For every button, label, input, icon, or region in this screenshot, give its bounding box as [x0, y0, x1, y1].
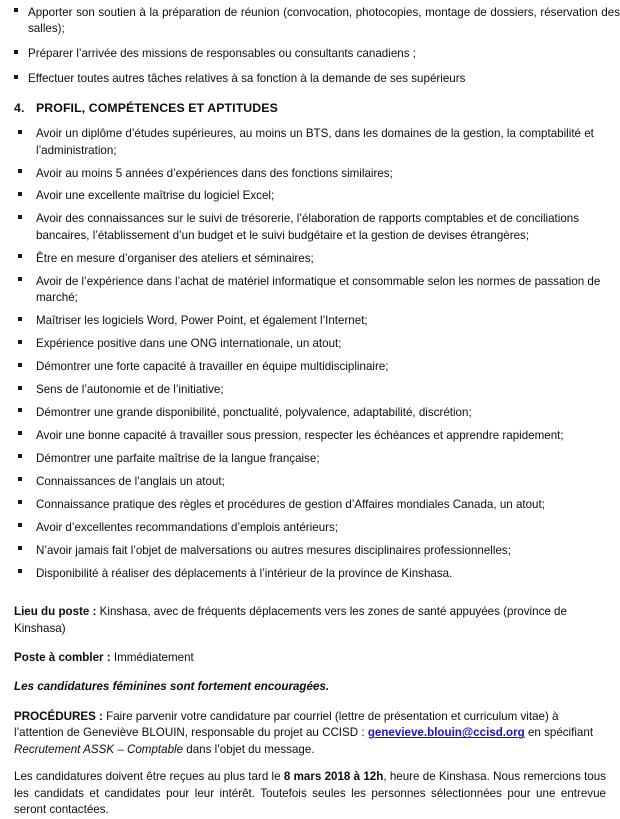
square-bullet-icon	[18, 340, 22, 344]
section-heading	[0, 102, 620, 114]
list-item-text: Avoir une excellente maîtrise du logiciel Excel;	[36, 189, 275, 203]
section-title: PROFIL, COMPÉTENCES ET APTITUDES	[36, 100, 278, 115]
list-item	[0, 71, 620, 87]
contact-email-link[interactable]: genevieve.blouin@ccisd.org	[367, 726, 525, 740]
list-item-text: Connaissances de l’anglais un atout;	[36, 474, 225, 488]
job-location-label: Lieu du poste :	[14, 605, 97, 619]
procedures-paragraph	[0, 709, 620, 758]
list-item-text: Apporter son soutien à la préparation de réunion (convocation, photocopies, montage de dossiers, réservation des salles);	[28, 6, 620, 36]
list-item-text: Avoir au moins 5 années d’expériences dans des fonctions similaires;	[36, 166, 393, 180]
square-bullet-icon	[18, 408, 22, 412]
square-bullet-icon	[18, 317, 22, 321]
list-item	[0, 520, 620, 536]
list-item	[0, 336, 620, 352]
list-item-text: Avoir une bonne capacité à travailler sous pression, respecter les échéances et apprendre rapidement;	[36, 428, 564, 442]
list-item-text: Démontrer une forte capacité à travailler en équipe multidisciplinaire;	[36, 360, 389, 374]
list-item	[0, 451, 620, 467]
deadline-paragraph	[0, 769, 620, 818]
list-item	[0, 382, 620, 398]
procedures-text-end: dans l’objet du message.	[183, 742, 315, 756]
list-item-text: Maîtriser les logiciels Word, Power Point, et également l’Internet;	[36, 314, 368, 328]
list-item-text: Avoir des connaissances sur le suivi de trésorerie, l’élaboration de rapports comptables et de conciliations bancaires, l’établissement d’un budget et le suivi budgétaire et la gestion de devises étrangères;	[36, 212, 580, 242]
encouragement-note: Les candidatures féminines sont fortement encouragées.	[14, 680, 330, 694]
job-availability-value: Immédiatement	[110, 651, 194, 665]
square-bullet-icon	[18, 363, 22, 367]
square-bullet-icon	[14, 50, 18, 54]
square-bullet-icon	[18, 169, 22, 173]
list-item	[0, 188, 620, 204]
list-item-text: Avoir de l’expérience dans l’achat de matériel informatique et consommable selon les normes de passation de marché;	[36, 274, 601, 305]
deadline-date: 8 mars 2018 à 12h	[283, 770, 384, 784]
square-bullet-icon	[18, 192, 22, 196]
list-item	[0, 566, 620, 582]
email-subject-line: Recrutement ASSK – Comptable	[14, 742, 184, 756]
square-bullet-icon	[14, 75, 18, 79]
list-item-text: Avoir un diplôme d’études supérieures, au moins un BTS, dans les domaines de la gestion, la comptabilité et l’administration;	[36, 127, 594, 157]
job-availability-paragraph	[0, 650, 620, 666]
square-bullet-icon	[18, 254, 22, 258]
list-item-text: Effectuer toutes autres tâches relatives à sa fonction à la demande de ses supérieurs	[28, 72, 466, 86]
deadline-text-after-date: , heure de Kinshasa. Nous remercions tous les candidats et candidates pour leur intérêt. Toutefois seules les personnes sélectionnées pour une entrevue seront contactées.	[14, 770, 606, 817]
tasks-list	[0, 0, 620, 88]
list-item	[0, 497, 620, 513]
list-item	[0, 166, 620, 182]
list-item-text: N’avoir jamais fait l’objet de malversations ou autres mesures disciplinaires professionnelles;	[36, 543, 511, 557]
list-item	[0, 543, 620, 559]
list-item	[0, 474, 620, 490]
procedures-text-before-email: Faire parvenir votre candidature par courriel (lettre de présentation et curriculum vitae) à l’attention de Geneviève BLOUIN, responsable du projet au CCISD :	[14, 709, 559, 740]
square-bullet-icon	[18, 569, 22, 573]
list-item-text: Préparer l’arrivée des missions de responsables ou consultants canadiens ;	[28, 47, 416, 61]
square-bullet-icon	[14, 8, 18, 12]
square-bullet-icon	[18, 386, 22, 390]
procedures-text-after-email: en spécifiant	[524, 726, 594, 740]
square-bullet-icon	[18, 130, 22, 134]
list-item-text: Être en mesure d’organiser des ateliers et séminaires;	[36, 251, 314, 265]
list-item-text: Démontrer une grande disponibilité, ponctualité, polyvalence, adaptabilité, discrétion;	[36, 406, 472, 419]
list-item	[0, 274, 620, 307]
square-bullet-icon	[18, 546, 22, 550]
profile-list	[0, 126, 620, 582]
list-item-text: Démontrer une parfaite maîtrise de la langue française;	[36, 451, 320, 465]
deadline-text-before-date: Les candidatures doivent être reçues au plus tard le	[14, 770, 284, 784]
job-location-value: Kinshasa, avec de fréquents déplacements vers les zones de santé appuyées (province de Kinshasa)	[14, 605, 567, 635]
list-item	[0, 5, 620, 38]
list-item	[0, 126, 620, 159]
square-bullet-icon	[18, 477, 22, 481]
list-item	[0, 359, 620, 375]
procedures-label: PROCÉDURES :	[14, 709, 103, 723]
list-item	[0, 313, 620, 329]
square-bullet-icon	[18, 277, 22, 281]
square-bullet-icon	[18, 431, 22, 435]
list-item	[0, 46, 620, 62]
list-item-text: Expérience positive dans une ONG internationale, un atout;	[36, 337, 342, 351]
square-bullet-icon	[18, 500, 22, 504]
section-number: 4.	[14, 100, 25, 115]
list-item	[0, 211, 620, 244]
square-bullet-icon	[18, 454, 22, 458]
job-location-paragraph	[0, 604, 620, 637]
list-item-text: Disponibilité à réaliser des déplacements à l’intérieur de la province de Kinshasa.	[36, 566, 453, 580]
list-item-text: Sens de l’autonomie et de l’initiative;	[36, 383, 224, 397]
square-bullet-icon	[18, 215, 22, 219]
list-item-text: Avoir d’excellentes recommandations d’emplois antérieurs;	[36, 520, 339, 534]
list-item-text: Connaissance pratique des règles et procédures de gestion d’Affaires mondiales Canada, un atout;	[36, 497, 545, 511]
list-item	[0, 405, 620, 421]
list-item	[0, 251, 620, 267]
list-item	[0, 428, 620, 444]
job-availability-label: Poste à combler :	[14, 651, 111, 665]
square-bullet-icon	[18, 523, 22, 527]
